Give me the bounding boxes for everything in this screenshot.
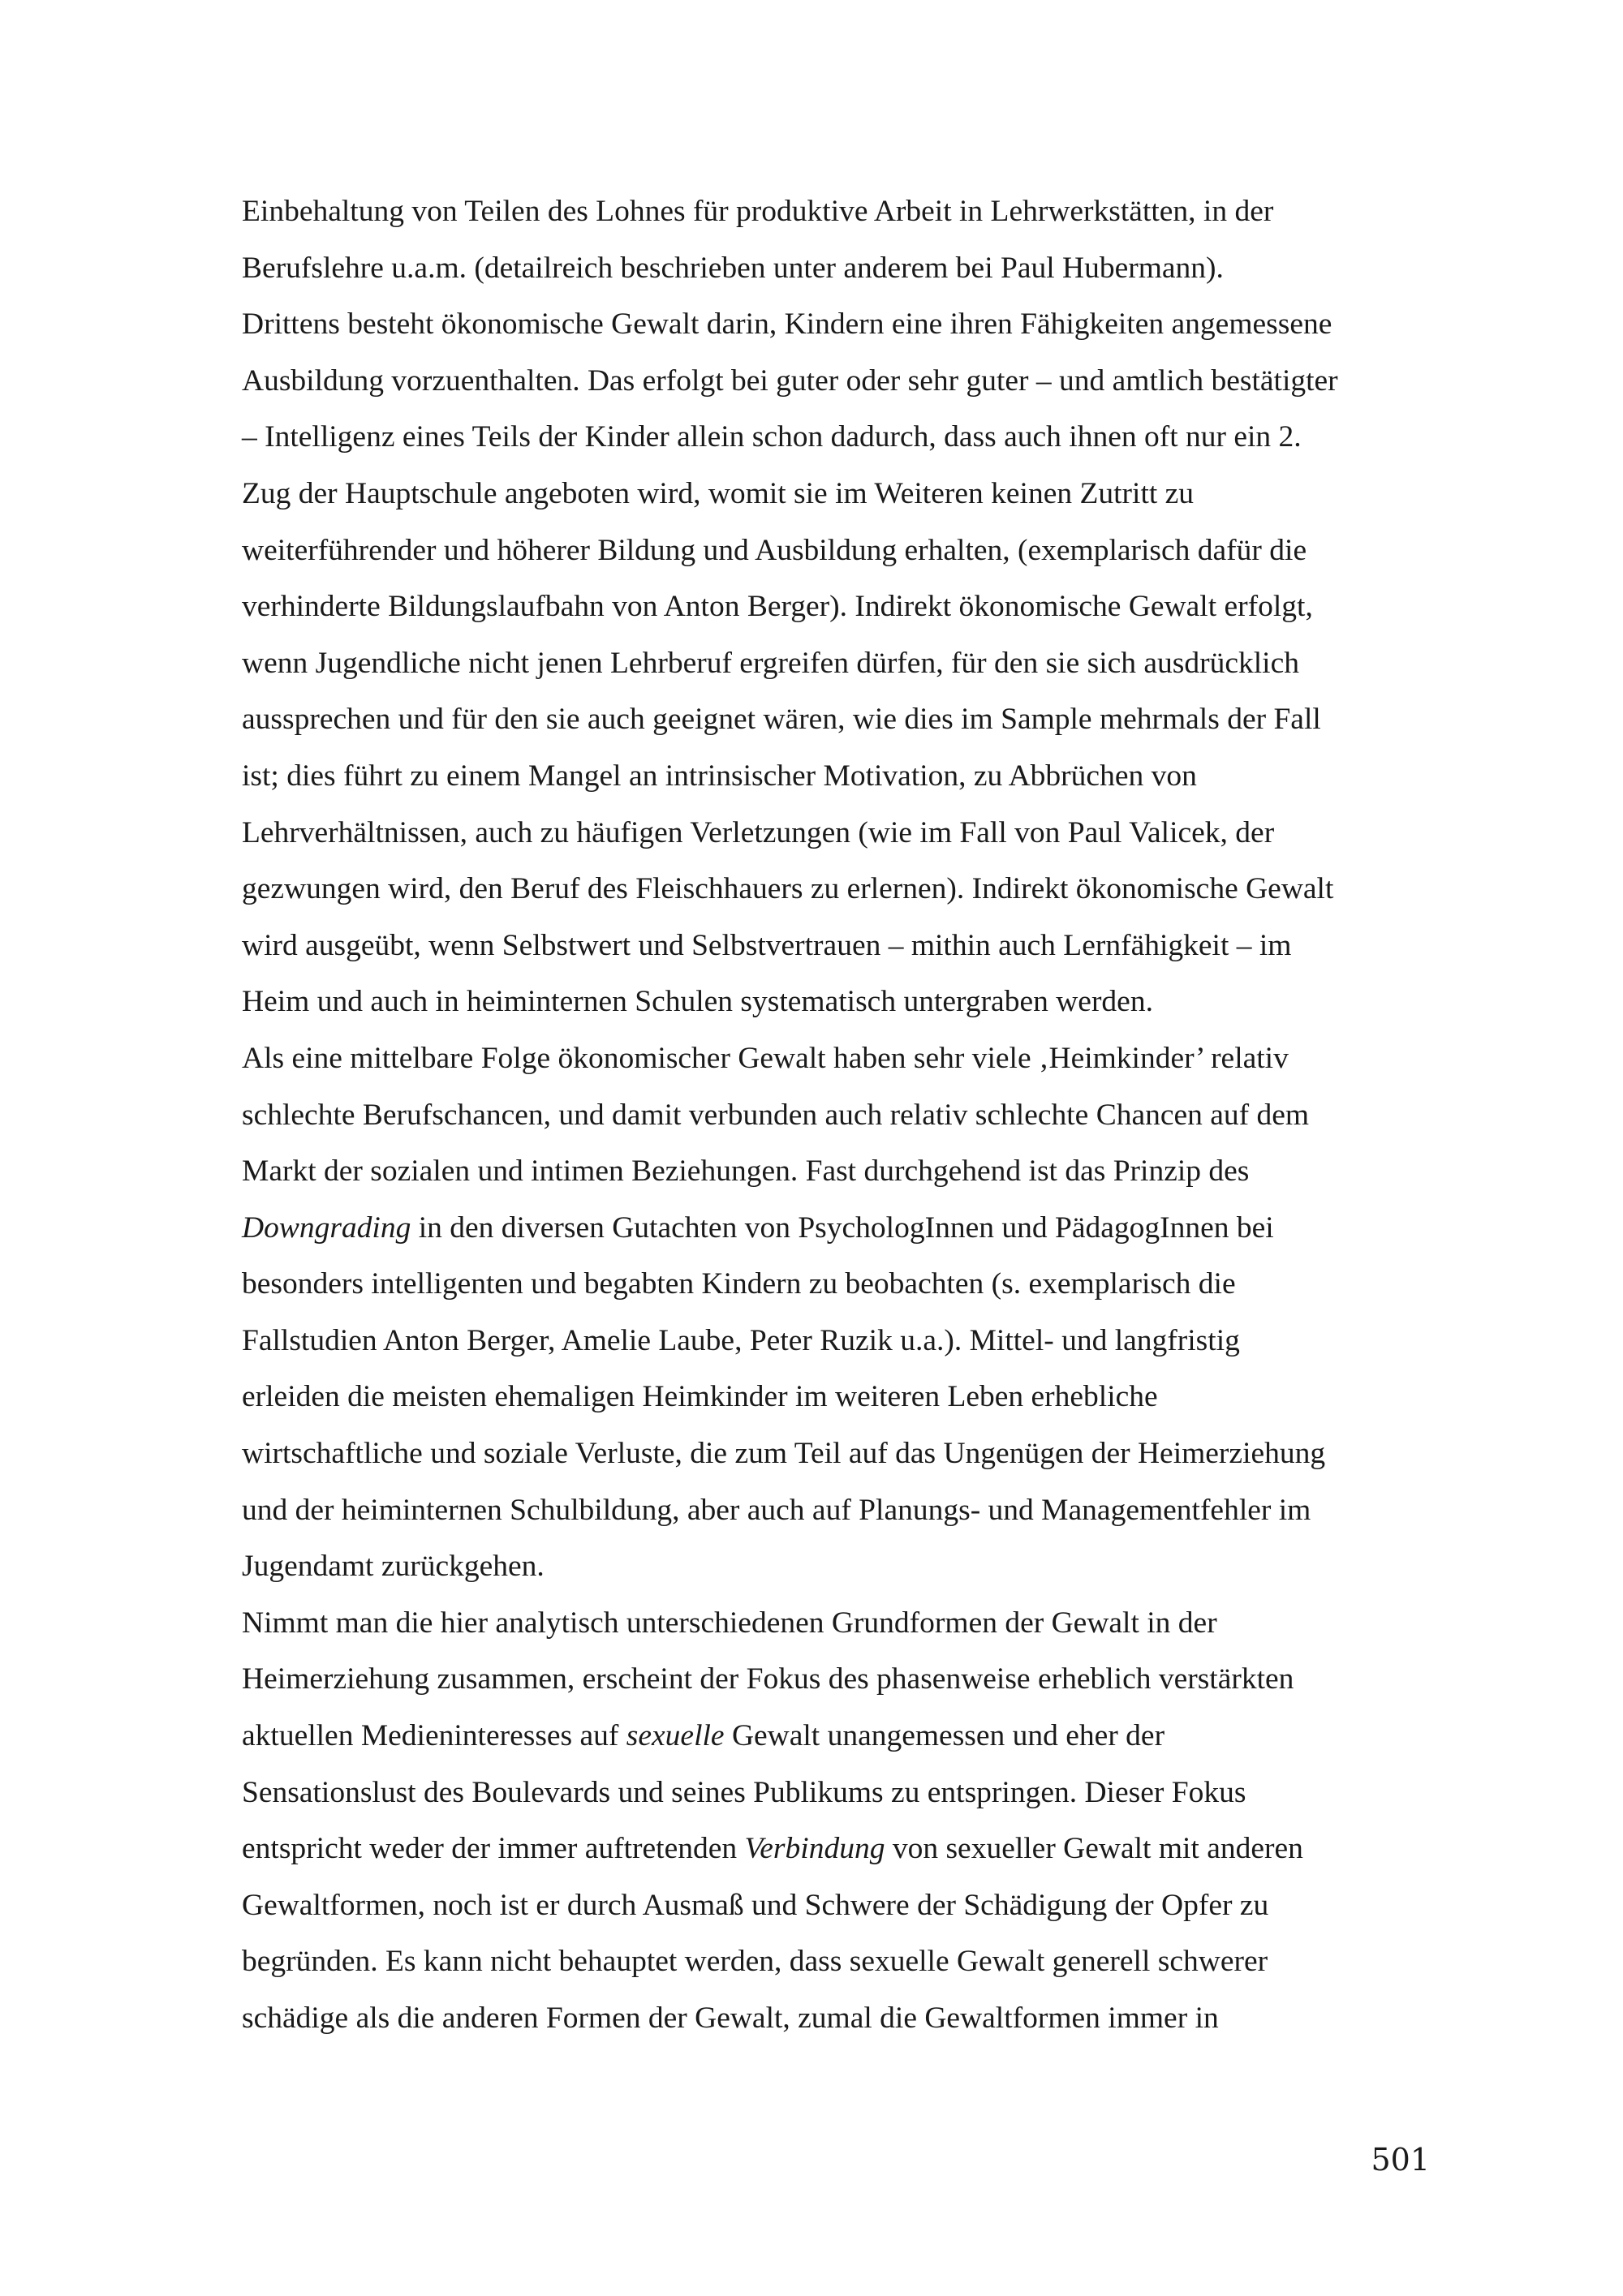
text-line — [242, 861, 1443, 918]
text-segment: aussprechen und für den sie auch geeignet wären, wie dies im Sample mehrmals der Fall — [242, 703, 1321, 737]
text-segment: schlechte Berufschancen, und damit verbunden auch relativ schlechte Chancen auf dem — [242, 1098, 1310, 1132]
text-line — [242, 635, 1443, 692]
text-segment: Fallstudien Anton Berger, Amelie Laube, Peter Ruzik u.a.). Mittel- und langfristig — [242, 1323, 1240, 1357]
text-line — [242, 1821, 1443, 1877]
text-segment: Sensationslust des Boulevards und seines Publikums zu entspringen. Dieser Fokus — [242, 1775, 1246, 1809]
body-text — [242, 183, 1443, 2047]
text-segment: Ausbildung vorzuenthalten. Das erfolgt bei guter oder sehr guter – und amtlich bestätigter — [242, 363, 1338, 398]
text-line — [242, 1369, 1443, 1425]
text-segment: begründen. Es kann nicht behauptet werden, dass sexuelle Gewalt generell schwerer — [242, 1945, 1268, 1979]
text-line — [242, 1538, 1443, 1595]
text-segment: erleiden die meisten ehemaligen Heimkinder im weiteren Leben erhebliche — [242, 1380, 1158, 1414]
emphasis-text: Verbindung — [744, 1832, 885, 1866]
text-segment: Zug der Hauptschule angeboten wird, womit sie im Weiteren keinen Zutritt zu — [242, 476, 1195, 510]
text-line — [242, 1482, 1443, 1539]
text-segment: verhinderte Bildungslaufbahn von Anton Berger). Indirekt ökonomische Gewalt erfolgt, — [242, 590, 1313, 624]
text-line — [242, 918, 1443, 974]
emphasis-text: Downgrading — [242, 1210, 411, 1245]
text-segment: Als eine mittelbare Folge ökonomischer Gewalt haben sehr viele ‚Heimkinder’ relativ — [242, 1041, 1289, 1075]
text-segment: Nimmt man die hier analytisch unterschiedenen Grundformen der Gewalt in der — [242, 1606, 1217, 1640]
text-line — [242, 1877, 1443, 1934]
text-segment: aktuellen Medieninteresses auf — [242, 1719, 626, 1753]
text-line — [242, 1425, 1443, 1482]
text-segment: Berufslehre u.a.m. (detailreich beschrieben unter anderem bei Paul Hubermann). — [242, 251, 1224, 285]
text-segment: Jugendamt zurückgehen. — [242, 1550, 545, 1584]
text-line — [242, 1030, 1443, 1087]
text-segment: Gewalt unangemessen und eher der — [724, 1719, 1165, 1753]
text-segment: wird ausgeübt, wenn Selbstwert und Selbstvertrauen – mithin auch Lernfähigkeit – im — [242, 928, 1292, 962]
text-segment: besonders intelligenten und begabten Kindern zu beobachten (s. exemplarisch die — [242, 1267, 1236, 1301]
text-line — [242, 748, 1443, 805]
text-segment: von sexueller Gewalt mit anderen — [885, 1832, 1303, 1866]
text-line — [242, 1313, 1443, 1369]
text-segment: gezwungen wird, den Beruf des Fleischhauers zu erlernen). Indirekt ökonomische Gewalt — [242, 872, 1334, 906]
text-line — [242, 183, 1443, 240]
text-line — [242, 240, 1443, 297]
page-number: 501 — [1371, 2142, 1430, 2178]
text-segment: in den diversen Gutachten von PsychologInnen und PädagogInnen bei — [411, 1210, 1274, 1245]
text-line — [242, 296, 1443, 353]
text-segment: – Intelligenz eines Teils der Kinder allein schon dadurch, dass auch ihnen oft nur ein 2. — [242, 420, 1302, 454]
text-line — [242, 578, 1443, 635]
text-line — [242, 1200, 1443, 1257]
text-segment: wirtschaftliche und soziale Verluste, die zum Teil auf das Ungenügen der Heimerziehung — [242, 1437, 1326, 1471]
text-line — [242, 805, 1443, 862]
text-segment: Markt der sozialen und intimen Beziehungen. Fast durchgehend ist das Prinzip des — [242, 1154, 1250, 1189]
text-segment: Heimerziehung zusammen, erscheint der Fokus des phasenweise erheblich verstärkten — [242, 1662, 1294, 1696]
text-segment: wenn Jugendliche nicht jenen Lehrberuf ergreifen dürfen, für den sie sich ausdrücklich — [242, 646, 1299, 680]
text-line — [242, 691, 1443, 748]
text-line — [242, 1143, 1443, 1200]
text-line — [242, 1595, 1443, 1652]
text-line — [242, 1087, 1443, 1144]
text-segment: Einbehaltung von Teilen des Lohnes für produktive Arbeit in Lehrwerkstätten, in der — [242, 195, 1274, 228]
text-line — [242, 1765, 1443, 1821]
text-segment: und der heiminternen Schulbildung, aber auch auf Planungs- und Managementfehler im — [242, 1493, 1311, 1527]
text-line — [242, 522, 1443, 579]
text-segment: schädige als die anderen Formen der Gewalt, zumal die Gewaltformen immer in — [242, 2001, 1219, 2035]
text-segment: Gewaltformen, noch ist er durch Ausmaß und Schwere der Schädigung der Opfer zu — [242, 1888, 1269, 1922]
text-segment: entspricht weder der immer auftretenden — [242, 1832, 745, 1866]
emphasis-text: sexuelle — [626, 1719, 725, 1753]
text-segment: weiterführender und höherer Bildung und Ausbildung erhalten, (exemplarisch dafür die — [242, 533, 1307, 567]
text-line — [242, 974, 1443, 1030]
text-line — [242, 1651, 1443, 1708]
text-segment: Drittens besteht ökonomische Gewalt darin, Kindern eine ihren Fähigkeiten angemessene — [242, 307, 1332, 342]
text-segment: ist; dies führt zu einem Mangel an intrinsischer Motivation, zu Abbrüchen von — [242, 759, 1197, 793]
text-line — [242, 353, 1443, 410]
text-segment: Lehrverhältnissen, auch zu häufigen Verletzungen (wie im Fall von Paul Valicek, der — [242, 815, 1275, 849]
text-line — [242, 1990, 1443, 2047]
text-line — [242, 1933, 1443, 1990]
text-line — [242, 1708, 1443, 1765]
text-segment: Heim und auch in heiminternen Schulen systematisch untergraben werden. — [242, 985, 1153, 1019]
text-line — [242, 409, 1443, 466]
text-line — [242, 1256, 1443, 1313]
text-line — [242, 466, 1443, 522]
